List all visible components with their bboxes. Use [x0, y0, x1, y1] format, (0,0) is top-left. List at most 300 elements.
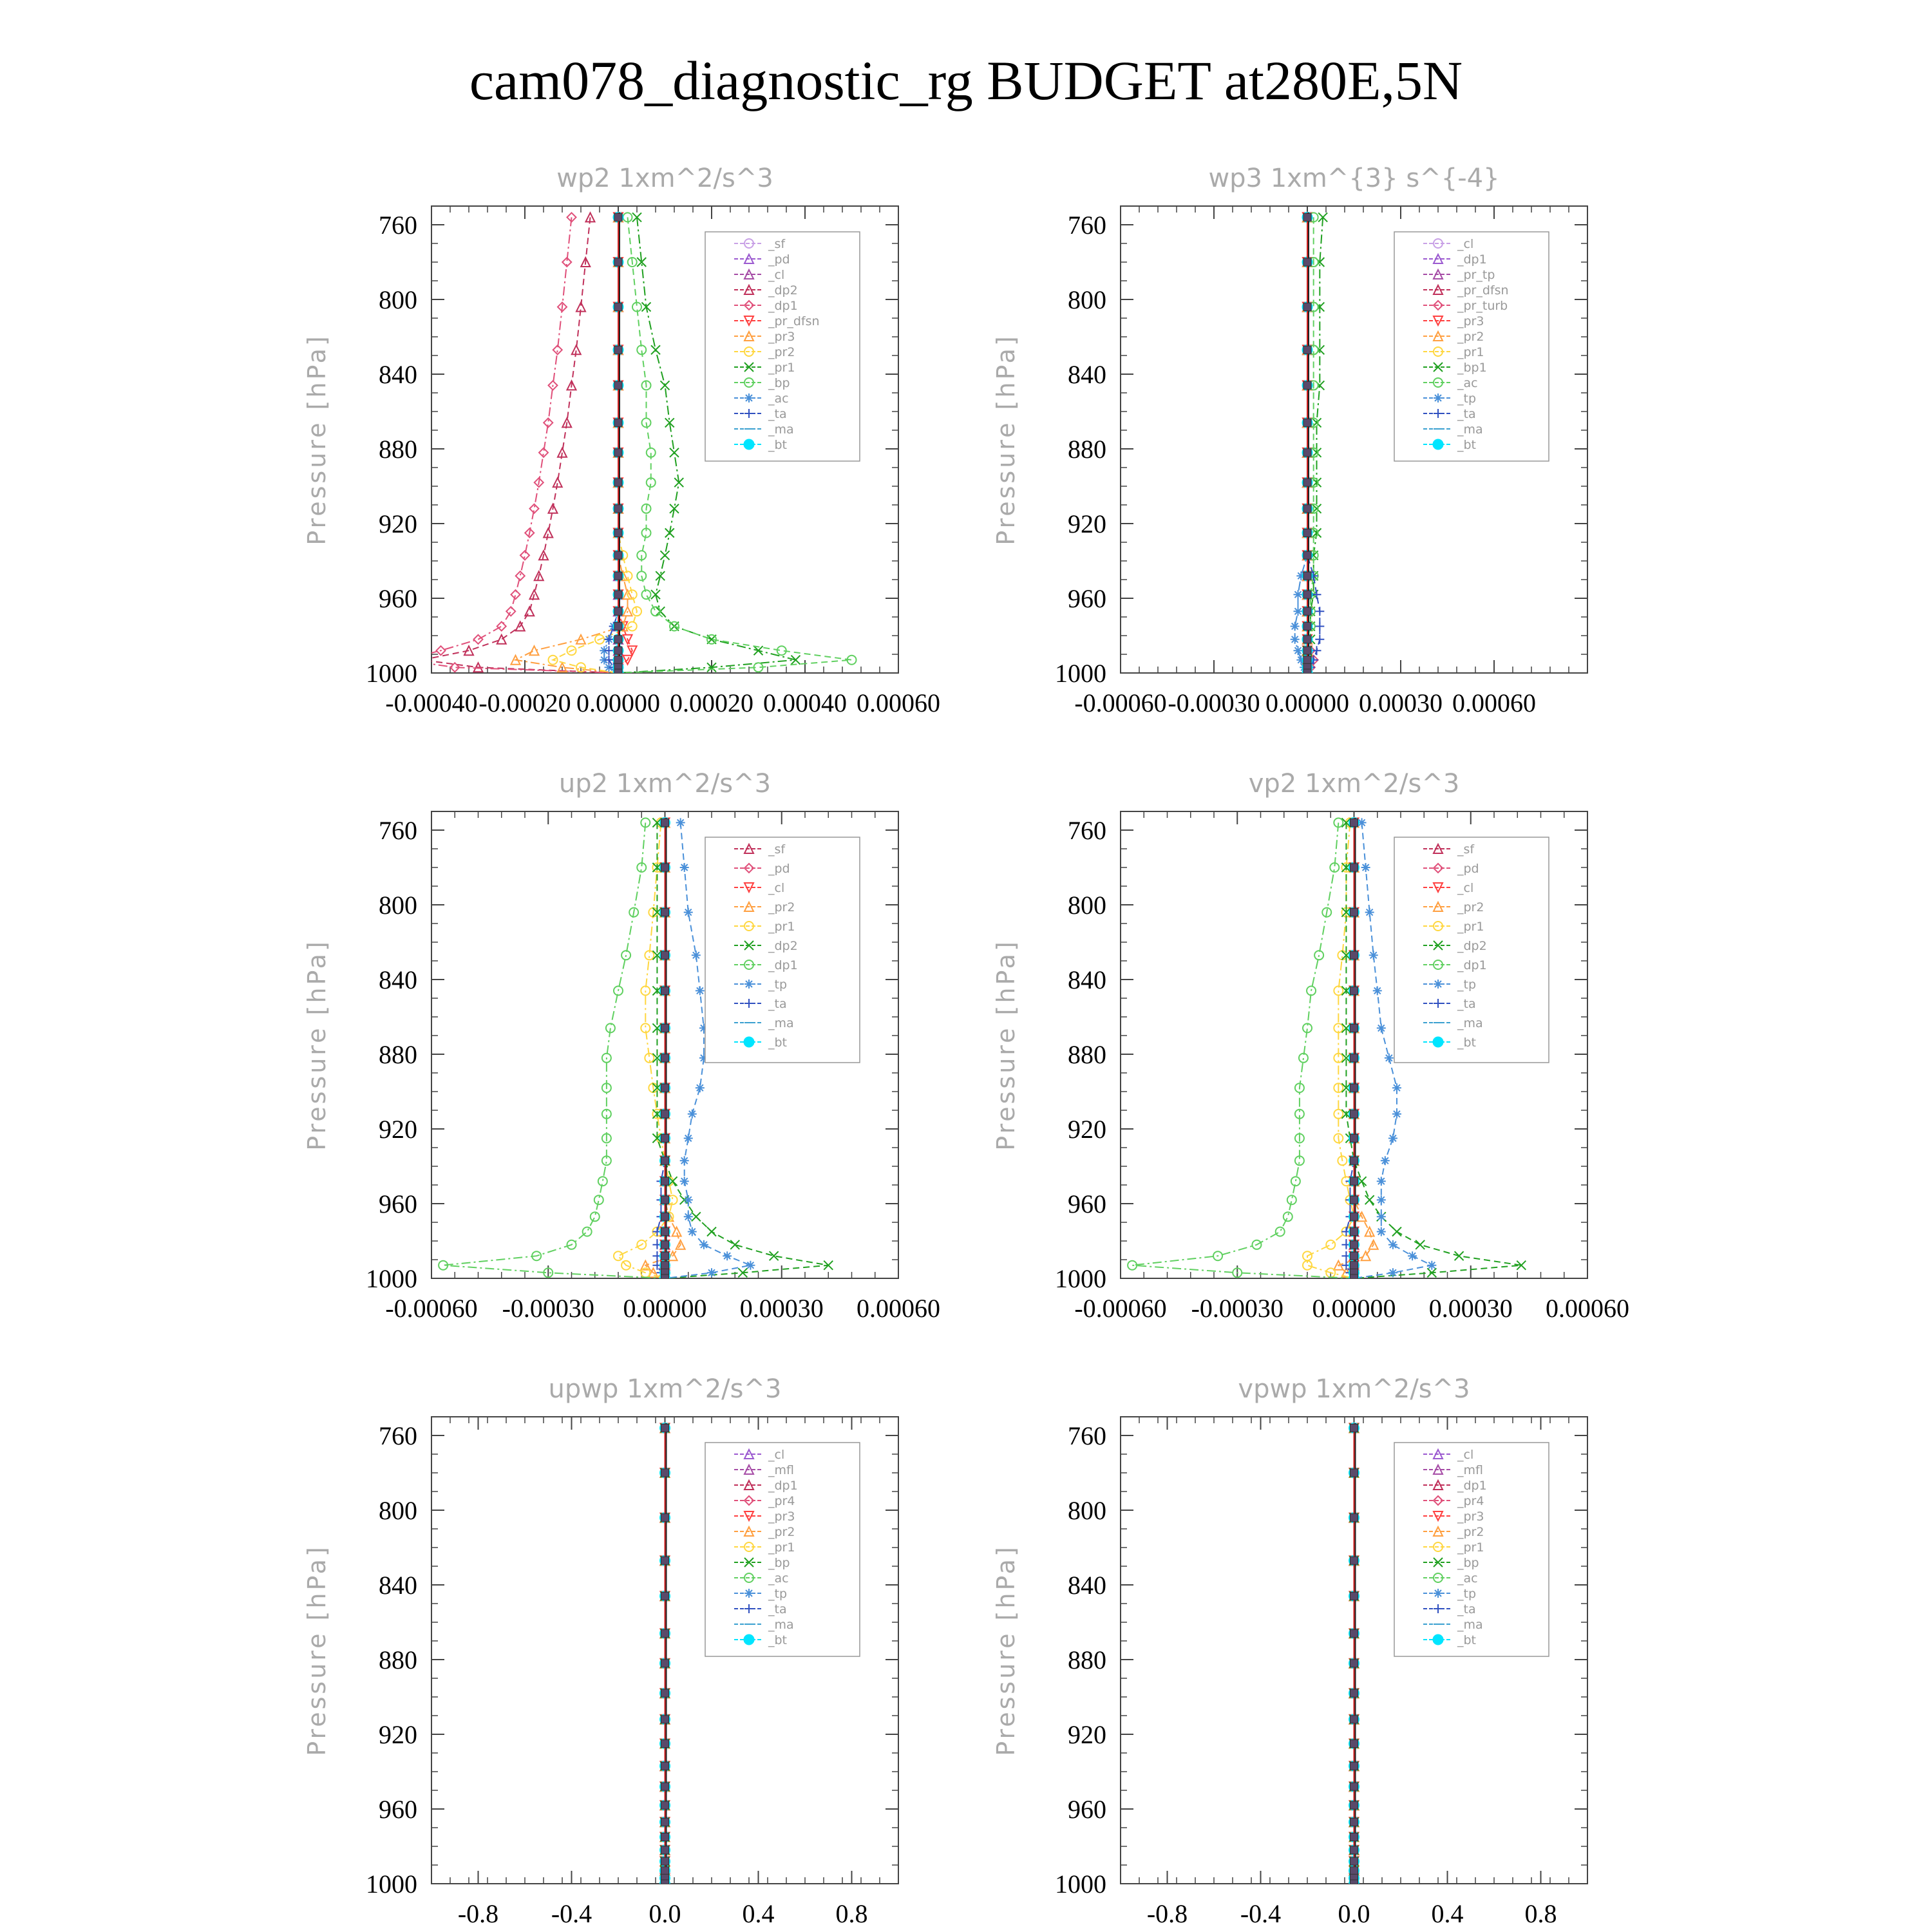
series-point-tp	[696, 986, 705, 995]
series-point-tp	[696, 1083, 705, 1092]
series-point-pr2	[1361, 1251, 1370, 1260]
y-tick-label: 840	[1068, 360, 1106, 389]
series-point-tp	[684, 1134, 693, 1143]
legend-label: _mfl	[768, 1463, 794, 1477]
level-marker	[1350, 1424, 1358, 1432]
level-marker	[661, 1592, 669, 1600]
level-marker	[614, 258, 622, 266]
x-tick-label: -0.00030	[502, 1294, 594, 1323]
legend-label: _bt	[1457, 438, 1477, 452]
level-marker	[1303, 258, 1311, 266]
series-line-pr2	[645, 822, 680, 1278]
panel-4	[992, 769, 1629, 1323]
y-tick-label: 920	[379, 1115, 417, 1144]
level-marker	[661, 1228, 669, 1236]
level-marker	[1350, 1241, 1358, 1249]
level-marker	[614, 505, 622, 513]
series-point-tp	[1377, 1227, 1386, 1236]
level-marker	[661, 1846, 669, 1854]
x-tick-label: 0.8	[835, 1899, 868, 1928]
level-marker	[661, 864, 669, 871]
legend-label: _ta	[1457, 407, 1476, 421]
panel-6	[992, 1374, 1587, 1928]
series-point-tp	[746, 1261, 755, 1270]
panel-3	[303, 769, 940, 1323]
series-point-tp	[1294, 646, 1303, 655]
series-point-dp2	[730, 1240, 739, 1249]
level-marker	[614, 303, 622, 311]
level-marker	[1350, 1846, 1358, 1854]
level-marker	[661, 1054, 669, 1062]
series-line-pr3	[516, 217, 628, 673]
level-marker	[1303, 647, 1311, 654]
x-tick-label: 0.00030	[1428, 1294, 1513, 1323]
legend-marker	[744, 1634, 754, 1645]
legend-label: _tp	[768, 978, 788, 992]
panel-title: up2 1xm^2/s^3	[558, 769, 772, 799]
x-tick-label: 0.00000	[576, 688, 660, 717]
legend-label: _bt	[768, 1036, 788, 1050]
level-marker	[1350, 1880, 1358, 1888]
series-point-ta	[1312, 646, 1321, 655]
series-point-tp	[1291, 635, 1300, 644]
level-marker	[614, 647, 622, 654]
y-tick-label: 760	[1068, 1421, 1106, 1450]
level-marker	[1303, 213, 1311, 221]
legend-marker	[744, 1037, 754, 1047]
series-point-dp1	[506, 607, 515, 616]
series-line-pr2	[553, 217, 638, 673]
level-marker	[661, 1177, 669, 1185]
level-marker	[661, 1196, 669, 1204]
legend-marker	[1434, 1589, 1443, 1598]
legend-label: _dp1	[768, 958, 798, 972]
level-marker	[661, 1135, 669, 1142]
y-tick-label: 1000	[1055, 659, 1106, 688]
series-point-pr2	[628, 622, 637, 631]
level-marker	[614, 591, 622, 598]
series-line-pr1	[1307, 822, 1354, 1278]
series-point-tp	[723, 1251, 732, 1260]
x-tick-label: 0.00060	[1546, 1294, 1629, 1323]
x-tick-label: -0.00060	[1074, 1294, 1167, 1323]
series-point-tp	[1388, 1134, 1397, 1143]
x-tick-label: 0.4	[742, 1899, 775, 1928]
x-tick-label: -0.8	[1146, 1899, 1188, 1928]
legend-label: _pr2	[768, 900, 795, 914]
legend-label: _bp	[768, 1556, 790, 1570]
legend-label: _ta	[1457, 997, 1476, 1011]
series-point-dp1	[516, 571, 525, 580]
page-title: cam078_diagnostic_rg BUDGET at280E,5N	[469, 50, 1463, 111]
y-tick-label: 760	[1068, 816, 1106, 845]
y-tick-label: 880	[1068, 1040, 1106, 1069]
level-marker	[1350, 1177, 1358, 1185]
level-marker	[661, 1424, 669, 1432]
y-tick-label: 760	[379, 816, 417, 845]
series-point-dp2	[1455, 1251, 1464, 1260]
level-marker	[661, 1157, 669, 1164]
level-marker	[661, 1857, 669, 1865]
legend	[1394, 1443, 1549, 1656]
level-marker	[1350, 1135, 1358, 1142]
legend-label: _pr1	[768, 920, 795, 934]
legend-label: _dp2	[768, 283, 798, 298]
level-marker	[1350, 819, 1358, 826]
level-marker	[661, 1867, 669, 1875]
legend-label: _dp1	[768, 299, 798, 313]
level-marker	[661, 1660, 669, 1667]
legend-label: _ta	[1457, 1602, 1476, 1616]
series-point-dp2	[1365, 1195, 1374, 1204]
level-marker	[1303, 572, 1311, 580]
series-point-pr1	[651, 345, 660, 354]
series-point-tp	[1392, 1083, 1401, 1092]
level-marker	[1303, 449, 1311, 457]
legend-label: _dp1	[1457, 958, 1487, 972]
y-tick-label: 800	[1068, 285, 1106, 314]
level-marker	[1303, 478, 1311, 486]
series-point-tp	[1381, 1156, 1390, 1165]
level-marker	[1350, 1867, 1358, 1875]
legend-label: _mfl	[1457, 1463, 1483, 1477]
series-point-pr1	[1326, 1240, 1335, 1249]
series-point-ta	[1315, 607, 1324, 616]
level-marker	[1350, 1857, 1358, 1865]
x-tick-label: 0.00020	[670, 688, 753, 717]
level-marker	[661, 1110, 669, 1118]
series-point-pr1	[651, 590, 660, 599]
x-tick-label: -0.00040	[385, 688, 478, 717]
level-marker	[1350, 1689, 1358, 1697]
series-point-ta	[605, 646, 614, 655]
series-point-pr2	[628, 590, 637, 599]
level-marker	[661, 1213, 669, 1220]
series-line-dp1	[1132, 822, 1354, 1278]
x-tick-label: 0.0	[649, 1899, 681, 1928]
series-point-dp2	[707, 1227, 716, 1236]
level-marker	[614, 551, 622, 559]
series-line-ta	[657, 822, 665, 1278]
panel-title: wp2 1xm^2/s^3	[556, 164, 773, 193]
legend-label: _ta	[768, 407, 787, 421]
legend-label: _cl	[1457, 237, 1474, 251]
series-point-tp	[1294, 590, 1303, 599]
legend-label: _cl	[768, 268, 785, 282]
legend	[705, 232, 860, 461]
series-point-tp	[1377, 1212, 1386, 1221]
level-marker	[1350, 951, 1358, 959]
series-point-tp	[688, 1110, 697, 1119]
series-point-tp	[1369, 951, 1378, 960]
series-point-tp	[699, 1240, 708, 1249]
series-point-tp	[684, 908, 693, 917]
y-tick-label: 960	[1068, 1189, 1106, 1218]
x-tick-label: 0.00000	[623, 1294, 707, 1323]
legend-label: _pr2	[1457, 900, 1484, 914]
y-tick-label: 760	[379, 1421, 417, 1450]
legend-label: _pr_dfsn	[768, 314, 820, 328]
series-point-tp	[684, 1212, 693, 1221]
panel-2	[992, 164, 1587, 717]
level-marker	[614, 607, 622, 615]
level-marker	[661, 1241, 669, 1249]
level-marker	[614, 213, 622, 221]
series-point-dp1	[1276, 1227, 1285, 1236]
level-marker	[1303, 636, 1311, 643]
series-point-tp	[1377, 1195, 1386, 1204]
legend-label: _pr1	[1457, 920, 1484, 934]
legend-label: _pr3	[768, 330, 795, 344]
series-point-dp2	[418, 656, 427, 665]
level-marker	[1350, 1629, 1358, 1637]
legend-label: _ac	[1457, 376, 1478, 390]
series-point-ta	[1315, 635, 1324, 644]
legend-label: _bt	[768, 438, 788, 452]
y-tick-label: 1000	[1055, 1870, 1106, 1899]
level-marker	[614, 529, 622, 537]
y-tick-label: 920	[1068, 1115, 1106, 1144]
series-line-pr_dfsn	[618, 217, 632, 673]
panel-5	[303, 1374, 898, 1928]
level-marker	[1350, 1262, 1358, 1269]
level-marker	[661, 1262, 669, 1269]
x-tick-label: -0.00030	[1191, 1294, 1283, 1323]
legend-label: _sf	[768, 842, 786, 857]
level-marker	[614, 419, 622, 426]
panel-1	[303, 164, 940, 717]
y-tick-label: 880	[1068, 435, 1106, 464]
legend-label: _pd	[1457, 862, 1479, 876]
legend-label: _bt	[1457, 1036, 1477, 1050]
y-axis-label: Pressure [hPa]	[992, 939, 1020, 1151]
legend-marker	[1433, 1037, 1443, 1047]
series-point-dp2	[525, 607, 534, 616]
y-tick-label: 760	[1068, 211, 1106, 240]
level-marker	[661, 1689, 669, 1697]
y-tick-label: 960	[1068, 1795, 1106, 1824]
x-tick-label: 0.0	[1338, 1899, 1370, 1928]
y-tick-label: 960	[379, 1795, 417, 1824]
legend-label: _pr2	[768, 345, 795, 359]
series-line-dp2	[422, 217, 619, 673]
level-marker	[1303, 551, 1311, 559]
level-marker	[661, 1740, 669, 1748]
legend-label: _tp	[1457, 978, 1477, 992]
series-point-dp1	[497, 622, 506, 631]
series-point-dp2	[1416, 1240, 1425, 1249]
level-marker	[1350, 1252, 1358, 1260]
series-point-tp	[680, 863, 689, 872]
legend-label: _pd	[768, 252, 790, 267]
level-marker	[1303, 419, 1311, 426]
series-point-tp	[1377, 1023, 1386, 1032]
x-tick-label: 0.00060	[1452, 688, 1536, 717]
level-marker	[1350, 1592, 1358, 1600]
legend-label: _ac	[768, 392, 789, 406]
x-tick-label: 0.4	[1431, 1899, 1464, 1928]
series-point-tp	[1291, 622, 1300, 631]
series-line-ac	[604, 217, 618, 673]
legend-label: _pr3	[1457, 314, 1484, 328]
panel-title: upwp 1xm^2/s^3	[548, 1374, 782, 1404]
y-tick-label: 800	[1068, 891, 1106, 920]
series-line-pr2	[1338, 822, 1373, 1278]
level-marker	[661, 1024, 669, 1032]
legend	[1394, 837, 1549, 1063]
plot-area	[1349, 1423, 1359, 1889]
plot-area	[660, 1423, 670, 1889]
level-marker	[661, 987, 669, 994]
x-tick-label: 0.00030	[739, 1294, 824, 1323]
level-marker	[1350, 1228, 1358, 1236]
level-marker	[661, 1557, 669, 1564]
series-point-tp	[1408, 1251, 1417, 1260]
legend-label: _dp1	[1457, 252, 1487, 267]
legend-label: _dp1	[1457, 1479, 1487, 1493]
legend-marker	[744, 1589, 753, 1598]
level-marker	[1350, 1274, 1358, 1282]
legend-label: _tp	[1457, 392, 1477, 406]
level-marker	[661, 1833, 669, 1841]
legend-label: _dp2	[1457, 939, 1487, 953]
level-marker	[661, 909, 669, 916]
level-marker	[614, 478, 622, 486]
y-tick-label: 960	[379, 584, 417, 613]
y-tick-label: 1000	[366, 1264, 417, 1293]
series-point-tp	[1388, 1268, 1397, 1277]
y-axis-label: Pressure [hPa]	[992, 1544, 1020, 1756]
x-tick-label: -0.00060	[1074, 688, 1167, 717]
legend-label: _ta	[768, 1602, 787, 1616]
panel-title: vpwp 1xm^2/s^3	[1238, 1374, 1470, 1404]
series-point-dp1	[583, 1227, 592, 1236]
legend	[705, 1443, 860, 1656]
y-tick-label: 760	[379, 211, 417, 240]
y-tick-label: 800	[1068, 1496, 1106, 1525]
level-marker	[614, 381, 622, 389]
y-tick-label: 840	[1068, 1571, 1106, 1600]
series-point-dp2	[497, 635, 506, 644]
legend-label: _ac	[1457, 1571, 1478, 1586]
legend-label: _cl	[768, 881, 785, 895]
legend-label: _sf	[768, 237, 786, 251]
y-tick-label: 880	[379, 435, 417, 464]
series-point-pr1	[656, 571, 665, 580]
level-marker	[1350, 1660, 1358, 1667]
level-marker	[1303, 669, 1311, 677]
level-marker	[1303, 607, 1311, 615]
x-tick-label: -0.4	[1240, 1899, 1282, 1928]
legend-label: _ta	[768, 997, 787, 1011]
legend-marker	[1434, 980, 1443, 989]
level-marker	[1350, 1110, 1358, 1118]
y-axis-label: Pressure [hPa]	[303, 939, 331, 1151]
legend-label: _sf	[1457, 842, 1475, 857]
legend-label: _dp1	[768, 1479, 798, 1493]
y-tick-label: 920	[379, 509, 417, 538]
legend-label: _cl	[1457, 1448, 1474, 1462]
x-tick-label: 0.00060	[857, 1294, 940, 1323]
level-marker	[1350, 1054, 1358, 1062]
legend-label: _dp2	[768, 939, 798, 953]
series-line-ta	[609, 217, 619, 673]
level-marker	[1350, 987, 1358, 994]
level-marker	[661, 1252, 669, 1260]
level-marker	[1303, 346, 1311, 354]
legend-label: _cl	[1457, 881, 1474, 895]
y-tick-label: 920	[1068, 509, 1106, 538]
x-tick-label: 0.00060	[857, 688, 940, 717]
series-point-dp1	[511, 590, 520, 599]
x-tick-label: -0.00030	[1168, 688, 1260, 717]
series-line-tp	[1295, 217, 1307, 673]
level-marker	[614, 449, 622, 457]
legend-marker	[1433, 1634, 1443, 1645]
legend-label: _ma	[768, 1016, 794, 1030]
series-point-pr1	[614, 1251, 623, 1260]
legend-marker	[1434, 393, 1443, 402]
y-tick-label: 800	[379, 891, 417, 920]
legend-label: _ma	[1457, 1618, 1483, 1632]
legend-label: _cl	[768, 1448, 785, 1462]
legend-label: _pr3	[1457, 1510, 1484, 1524]
legend-label: _pr1	[1457, 345, 1484, 359]
level-marker	[661, 1801, 669, 1809]
series-point-pr2	[672, 1227, 681, 1236]
legend-label: _pr2	[1457, 330, 1484, 344]
level-marker	[614, 572, 622, 580]
x-tick-label: -0.8	[457, 1899, 499, 1928]
series-point-tp	[1392, 1110, 1401, 1119]
series-point-pr3	[530, 646, 539, 655]
x-tick-label: -0.00060	[385, 1294, 478, 1323]
series-point-pr1	[791, 656, 800, 665]
series-point-pr1	[661, 551, 670, 560]
level-marker	[1303, 303, 1311, 311]
level-marker	[1303, 529, 1311, 537]
level-marker	[1350, 1084, 1358, 1092]
legend-label: _bt	[1457, 1633, 1477, 1647]
level-marker	[661, 1762, 669, 1770]
legend-label: _bp	[1457, 1556, 1479, 1570]
y-axis-label: Pressure [hPa]	[303, 334, 331, 545]
legend-label: _tp	[1457, 1587, 1477, 1601]
y-tick-label: 880	[379, 1645, 417, 1674]
y-tick-label: 960	[1068, 584, 1106, 613]
legend-label: _pr_tp	[1457, 268, 1495, 282]
level-marker	[661, 1716, 669, 1723]
panel-title: wp3 1xm^{3} s^{-4}	[1208, 164, 1500, 193]
legend	[1394, 232, 1549, 461]
level-marker	[1350, 1469, 1358, 1477]
level-marker	[1350, 909, 1358, 916]
series-point-tp	[676, 818, 685, 827]
legend-label: _pr_dfsn	[1457, 283, 1509, 298]
y-tick-label: 920	[379, 1720, 417, 1749]
series-point-tp	[692, 951, 701, 960]
level-marker	[661, 1880, 669, 1888]
series-point-dp2	[692, 1212, 701, 1221]
legend-marker	[744, 980, 753, 989]
x-tick-label: 0.00040	[763, 688, 847, 717]
y-tick-label: 960	[379, 1189, 417, 1218]
y-tick-label: 1000	[366, 659, 417, 688]
legend-label: _bp	[768, 376, 790, 390]
legend-label: _ma	[1457, 1016, 1483, 1030]
level-marker	[661, 1469, 669, 1477]
level-marker	[661, 1084, 669, 1092]
